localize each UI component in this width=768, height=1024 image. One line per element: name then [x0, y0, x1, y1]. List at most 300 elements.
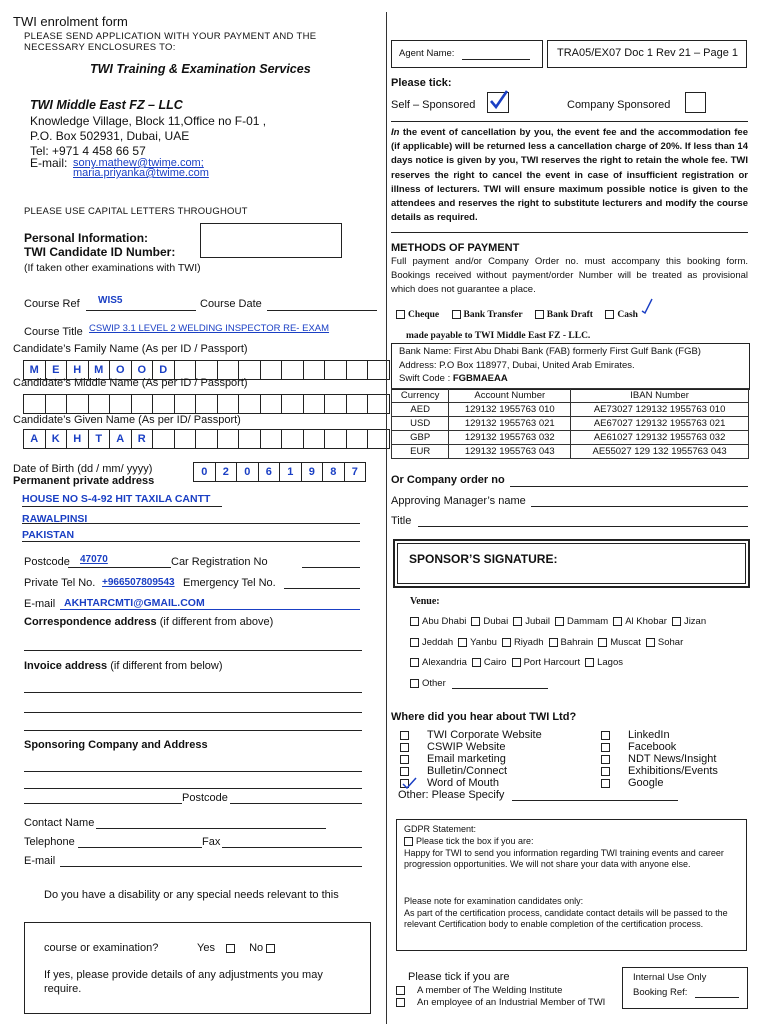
company-order-label: Or Company order no: [391, 474, 505, 486]
family-name-cell[interactable]: D: [152, 360, 175, 380]
swift-label: Swift Code :: [399, 373, 451, 384]
venue-label: Yanbu: [470, 637, 497, 648]
middle-name-cell[interactable]: [174, 394, 197, 414]
fax-label: Fax: [202, 836, 221, 848]
hear-checkbox[interactable]: [601, 743, 610, 752]
hear-option[interactable]: [400, 741, 542, 753]
member2-label: An employee of an Industrial Member of TWI: [417, 997, 606, 1008]
postcode-label: Postcode: [24, 556, 70, 568]
hear-checkbox[interactable]: [400, 767, 409, 776]
address-value-2[interactable]: RAWALPINSI: [22, 513, 88, 525]
hear-checkbox[interactable]: [400, 743, 409, 752]
bank-table-row: [392, 431, 749, 445]
private-tel-value[interactable]: +966507809543: [102, 577, 175, 588]
hear-option[interactable]: [601, 753, 718, 765]
doc-ref: TRA05/EX07 Doc 1 Rev 21 – Page 1: [557, 47, 738, 59]
member-option-1[interactable]: [396, 985, 562, 996]
email-label: E-mail:: [30, 156, 68, 170]
bank-table-cell: AE67027 129132 1955763 021: [571, 417, 749, 431]
column-divider: [386, 12, 387, 1024]
hear-label: CSWIP Website: [427, 741, 506, 753]
bank-table-cell: USD: [392, 417, 449, 431]
member1-checkbox[interactable]: [396, 986, 405, 995]
venue-checkbox[interactable]: [410, 617, 419, 626]
checkmark-icon: [487, 89, 509, 111]
bank-table-row: [392, 445, 749, 459]
correspondence-label: Correspondence address: [24, 616, 157, 628]
venue-option[interactable]: [512, 657, 581, 668]
hear-label: Google: [628, 777, 664, 789]
dob-cells[interactable]: [194, 462, 366, 482]
given-name-cell[interactable]: R: [131, 429, 154, 449]
venue-checkbox[interactable]: [672, 617, 681, 626]
bank-table-header-cell: IBAN Number: [571, 389, 749, 403]
hear-checkbox[interactable]: [601, 755, 610, 764]
permanent-address-label: Permanent private address: [13, 475, 155, 487]
hear-label: Bulletin/Connect: [427, 765, 508, 777]
hear-label: NDT News/Insight: [628, 753, 717, 765]
middle-name-cell[interactable]: [152, 394, 175, 414]
course-exam-question: course or examination?: [44, 942, 159, 954]
venue-other-label: Other: [422, 678, 446, 689]
postcode-line: [68, 567, 171, 568]
hear-option[interactable]: [400, 765, 542, 777]
invoice-input-1[interactable]: [24, 692, 362, 693]
swift-value: FGBMAEAA: [452, 373, 508, 384]
disability-question: Do you have a disability or any special needs relevant to this: [44, 889, 339, 901]
venue-option[interactable]: [410, 637, 453, 648]
capitals-note: PLEASE USE CAPITAL LETTERS THROUGHOUT: [24, 206, 248, 217]
bank-draft-checkbox[interactable]: [535, 310, 544, 319]
hear-option[interactable]: [601, 741, 718, 753]
venue-option[interactable]: [513, 616, 550, 627]
invoice-input-2[interactable]: [24, 712, 362, 713]
private-tel-label: Private Tel No.: [24, 577, 96, 589]
address-line-rule-2: [22, 523, 360, 524]
venue-option[interactable]: [613, 616, 667, 627]
middle-name-cell[interactable]: [324, 394, 347, 414]
cheque-label: Cheque: [408, 310, 440, 320]
venue-checkbox[interactable]: [471, 617, 480, 626]
venue-checkbox[interactable]: [613, 617, 622, 626]
internal-use-label: Internal Use Only: [633, 972, 707, 983]
sponsoring-input-3[interactable]: [24, 803, 182, 804]
venue-option[interactable]: [672, 616, 706, 627]
postcode2-input[interactable]: [230, 803, 362, 804]
bank-table-cell: AE73027 129132 1955763 010: [571, 403, 749, 417]
venue-title: Venue:: [410, 596, 440, 607]
venue-label: Dammam: [567, 616, 609, 627]
course-date-input[interactable]: [267, 310, 377, 311]
no-label: No: [249, 942, 264, 954]
venue-checkbox[interactable]: [472, 658, 481, 667]
hear-label: Facebook: [628, 741, 677, 753]
venue-checkbox[interactable]: [598, 638, 607, 647]
hear-label: Email marketing: [427, 753, 506, 765]
self-sponsored-label: Self – Sponsored: [391, 99, 476, 111]
venue-label: Jizan: [683, 616, 707, 627]
venue-other-checkbox[interactable]: [410, 679, 419, 688]
hear-checkbox[interactable]: [601, 731, 610, 740]
hear-title: Where did you hear about TWI Ltd?: [391, 711, 577, 723]
bank-table-header-cell: Currency: [392, 389, 449, 403]
venue-other-input[interactable]: [452, 688, 548, 689]
venue-other[interactable]: [410, 678, 446, 689]
org-title: TWI Training & Examination Services: [90, 62, 311, 76]
hear-option[interactable]: [400, 777, 542, 789]
instruction-line-2: NECESSARY ENCLOSURES TO:: [24, 42, 176, 53]
hear-checkbox[interactable]: [400, 755, 409, 764]
venue-label: Lagos: [597, 657, 623, 668]
venue-checkbox[interactable]: [512, 658, 521, 667]
hear-option[interactable]: [400, 729, 542, 741]
car-reg-label: Car Registration No: [171, 556, 268, 568]
venue-checkbox[interactable]: [549, 638, 558, 647]
car-reg-input[interactable]: [302, 567, 360, 568]
bank-table-row: [392, 417, 749, 431]
given-name-label: Candidate’s Given Name (As per ID/ Passport): [13, 414, 241, 426]
bank-table: [391, 388, 749, 459]
rule-top: [391, 121, 748, 122]
email-field-label: E-mail: [24, 598, 56, 610]
given-name-cells[interactable]: [24, 429, 390, 449]
bank-table-cell: AED: [392, 403, 449, 417]
given-name-cell[interactable]: [238, 429, 261, 449]
address-line-1: Knowledge Village, Block 11,Office no F-01 ,: [30, 114, 267, 128]
branch-name: TWI Middle East FZ – LLC: [30, 98, 183, 112]
emergency-tel-input[interactable]: [284, 588, 360, 589]
family-name-cell[interactable]: M: [88, 360, 111, 380]
swift-code: [399, 373, 508, 384]
adjust-line-1: If yes, please provide details of any adjustments you may: [44, 969, 323, 981]
candidate-id-note: (If taken other examinations with TWI): [24, 262, 201, 274]
hear-option[interactable]: [400, 753, 542, 765]
member1-label: A member of The Welding Institute: [417, 985, 563, 996]
hear-option[interactable]: [601, 729, 718, 741]
bank-transfer-checkbox[interactable]: [452, 310, 461, 319]
emergency-tel-label: Emergency Tel No.: [183, 577, 276, 589]
member2-checkbox[interactable]: [396, 998, 405, 1007]
middle-name-cell[interactable]: [131, 394, 154, 414]
gdpr-note-title: Please note for examination candidates only:: [404, 896, 584, 906]
company-order-input[interactable]: [510, 486, 748, 487]
course-ref-line: [86, 310, 196, 311]
venue-checkbox[interactable]: [458, 638, 467, 647]
cheque-checkbox[interactable]: [396, 310, 405, 319]
dob-cell[interactable]: 9: [301, 462, 324, 482]
bank-table-cell: AE55027 129 132 1955763 043: [571, 445, 749, 459]
family-name-cell[interactable]: O: [131, 360, 154, 380]
postcode-value[interactable]: 47070: [80, 554, 108, 565]
venue-checkbox[interactable]: [513, 617, 522, 626]
family-name-cell[interactable]: [303, 360, 326, 380]
disability-box: [24, 922, 371, 1014]
middle-name-cell[interactable]: [346, 394, 369, 414]
middle-name-cell[interactable]: [45, 394, 68, 414]
payment-options: [396, 310, 638, 320]
venue-label: Alexandria: [422, 657, 467, 668]
correspondence-input[interactable]: [24, 650, 362, 651]
invoice-row: [24, 660, 223, 672]
venue-option[interactable]: [472, 657, 507, 668]
family-name-label: Candidate’s Family Name (As per ID / Passport): [13, 343, 248, 355]
course-title-label: Course Title: [24, 326, 83, 338]
email-line: [60, 609, 360, 610]
dob-cell[interactable]: 8: [322, 462, 345, 482]
course-ref-label: Course Ref: [24, 298, 80, 310]
middle-name-cell[interactable]: [23, 394, 46, 414]
family-name-cell[interactable]: H: [66, 360, 89, 380]
contact-name-label: Contact Name: [24, 817, 95, 829]
venue-option[interactable]: [410, 616, 466, 627]
cancellation-lead: In: [391, 127, 400, 138]
family-name-cell[interactable]: [346, 360, 369, 380]
family-name-cell[interactable]: E: [45, 360, 68, 380]
middle-name-cell[interactable]: [217, 394, 240, 414]
correspondence-note: (if different from above): [159, 616, 274, 628]
self-sponsored-checkbox[interactable]: [487, 92, 509, 113]
cancellation-text: the event of cancellation by you, the event fee and the accommodation fee (if applicable) will be returned less a cancellation charge of 20%. If less than 14 days notice is given by you, TWI reserves the right to retain the whole fee. TWI reserves the right to cancel the event in case of insufficient registration or illness of lecturers. TWI will ensure maximum possible notice is given to the attendees and reserves the right to substitute lecturers and modify the course details as required.: [391, 127, 748, 224]
hear-checkbox[interactable]: [601, 767, 610, 776]
venue-checkbox[interactable]: [502, 638, 511, 647]
venue-option[interactable]: [555, 616, 608, 627]
bank-table-cell: 129132 1955763 043: [449, 445, 571, 459]
tel: Tel: +971 4 458 66 57: [30, 144, 146, 158]
cash-label: Cash: [617, 310, 638, 320]
venue-label: Sohar: [657, 637, 684, 648]
form-title: TWI enrolment form: [13, 14, 128, 29]
middle-name-cell[interactable]: [195, 394, 218, 414]
bank-table-cell: AE61027 129132 1955763 032: [571, 431, 749, 445]
agent-name-label: Agent Name:: [399, 48, 455, 59]
venue-row-3: [410, 657, 628, 668]
venue-option[interactable]: [549, 637, 594, 648]
hear-other-input[interactable]: [512, 800, 678, 801]
bank-name: Bank Name: First Abu Dhabi Bank (FAB) formerly First Gulf Bank (FGB): [399, 346, 701, 357]
address-value-3[interactable]: PAKISTAN: [22, 529, 75, 541]
venue-option[interactable]: [585, 657, 623, 668]
instruction-line-1: PLEASE SEND APPLICATION WITH YOUR PAYMENT AND THE: [24, 31, 317, 42]
venue-option[interactable]: [598, 637, 641, 648]
booking-ref-input[interactable]: [695, 997, 739, 998]
venue-checkbox[interactable]: [410, 658, 419, 667]
given-name-cell[interactable]: A: [109, 429, 132, 449]
dob-label: Date of Birth (dd / mm/ yyyy): [13, 463, 153, 475]
gdpr-text-2: As part of the certification process, candidate contact details will be passed to the relevant Certification body to enable completion of the certification process.: [404, 908, 728, 929]
hear-label: LinkedIn: [628, 729, 670, 741]
yes-label: Yes: [197, 942, 215, 954]
agent-name-line: [462, 59, 530, 60]
given-name-cell[interactable]: [346, 429, 369, 449]
telephone-label: Telephone: [24, 836, 75, 848]
bank-table-row: [392, 403, 749, 417]
no-checkbox[interactable]: [266, 944, 275, 953]
word-of-mouth-tick-icon: [402, 777, 418, 789]
dob-cell[interactable]: 6: [258, 462, 281, 482]
bank-table-header: [392, 389, 749, 403]
yes-option[interactable]: [197, 942, 278, 954]
candidate-id-label: TWI Candidate ID Number:: [24, 245, 176, 259]
candidate-id-input[interactable]: [200, 223, 342, 258]
option-bank-transfer[interactable]: [452, 310, 523, 320]
given-name-cell[interactable]: [217, 429, 240, 449]
correspondence-row: [24, 616, 273, 628]
cash-checkbox[interactable]: [605, 310, 614, 319]
internal-use-box: [622, 967, 748, 1009]
sponsor-signature-label: SPONSOR’S SIGNATURE:: [409, 552, 558, 566]
given-name-cell[interactable]: [174, 429, 197, 449]
telephone-input[interactable]: [78, 847, 202, 848]
venue-option[interactable]: [502, 637, 544, 648]
methods-title: METHODS OF PAYMENT: [391, 242, 520, 254]
bank-address: Address: P.O Box 118977, Dubai, United Arab Emirates.: [399, 360, 635, 371]
middle-name-cells[interactable]: [24, 394, 390, 414]
venue-label: Dubai: [483, 616, 509, 627]
bank-details-box: [391, 343, 750, 390]
please-tick-label: Please tick:: [391, 77, 452, 89]
middle-name-cell[interactable]: [281, 394, 304, 414]
dob-cell[interactable]: 0: [236, 462, 259, 482]
address-line-2: P.O. Box 502931, Dubai, UAE: [30, 129, 190, 143]
agent-name-box[interactable]: [391, 40, 543, 68]
hear-right-list: [601, 729, 718, 789]
bank-table-cell: EUR: [392, 445, 449, 459]
address-value-1[interactable]: HOUSE NO S-4-92 HIT TAXILA CANTT: [22, 493, 211, 505]
doc-ref-box: [547, 40, 747, 68]
given-name-cell[interactable]: [195, 429, 218, 449]
cash-tick-icon: [640, 298, 654, 314]
hear-checkbox[interactable]: [601, 779, 610, 788]
address-line-rule-3: [22, 541, 360, 542]
gdpr-tick-label: Please tick the box if you are:: [416, 836, 534, 846]
member-option-2[interactable]: [396, 997, 605, 1008]
company-sponsored-label: Company Sponsored: [567, 99, 671, 111]
bank-table-cell: 129132 1955763 021: [449, 417, 571, 431]
gdpr-box: [396, 819, 747, 951]
contact-name-input[interactable]: [96, 828, 326, 829]
middle-name-cell[interactable]: [260, 394, 283, 414]
yes-checkbox[interactable]: [226, 944, 235, 953]
sponsoring-input-1[interactable]: [24, 771, 362, 772]
given-name-cell[interactable]: [324, 429, 347, 449]
rule-mid: [391, 232, 748, 233]
given-name-cell[interactable]: [281, 429, 304, 449]
option-cheque[interactable]: [396, 310, 439, 320]
invoice-input-3[interactable]: [24, 730, 362, 731]
course-ref-value[interactable]: WIS5: [98, 295, 123, 306]
given-name-cell[interactable]: K: [45, 429, 68, 449]
venue-checkbox[interactable]: [555, 617, 564, 626]
approving-manager-input[interactable]: [531, 506, 748, 507]
dob-cell[interactable]: 7: [344, 462, 367, 482]
middle-name-cell[interactable]: [303, 394, 326, 414]
dob-cell[interactable]: 0: [193, 462, 216, 482]
given-name-cell[interactable]: A: [23, 429, 46, 449]
given-name-cell[interactable]: H: [66, 429, 89, 449]
option-bank-draft[interactable]: [535, 310, 593, 320]
invoice-label: Invoice address: [24, 660, 108, 672]
venue-label: Port Harcourt: [523, 657, 581, 668]
venue-checkbox[interactable]: [410, 638, 419, 647]
tick-if-you-are: Please tick if you are: [408, 971, 510, 983]
given-name-cell[interactable]: [260, 429, 283, 449]
hear-option[interactable]: [601, 777, 718, 789]
family-name-cell[interactable]: M: [23, 360, 46, 380]
venue-option[interactable]: [458, 637, 497, 648]
middle-name-cell[interactable]: [66, 394, 89, 414]
gdpr-tick-row[interactable]: [404, 836, 534, 846]
bank-table-cell: GBP: [392, 431, 449, 445]
hear-other-label: Other: Please Specify: [398, 789, 505, 801]
option-cash[interactable]: [605, 310, 638, 320]
gdpr-checkbox[interactable]: [404, 837, 413, 846]
email-value[interactable]: AKHTARCMTI@GMAIL.COM: [64, 597, 205, 609]
venue-label: Jubail: [525, 616, 551, 627]
address-line-rule-1: [22, 506, 222, 507]
venue-option[interactable]: [410, 657, 467, 668]
family-name-cell[interactable]: [281, 360, 304, 380]
venue-checkbox[interactable]: [585, 658, 594, 667]
venue-option[interactable]: [646, 637, 683, 648]
family-name-cell[interactable]: [324, 360, 347, 380]
given-name-cell[interactable]: [303, 429, 326, 449]
venue-label: Jeddah: [422, 637, 454, 648]
dob-cell[interactable]: 1: [279, 462, 302, 482]
sponsor-signature-box[interactable]: [393, 539, 750, 588]
family-name-cell[interactable]: O: [109, 360, 132, 380]
hear-checkbox[interactable]: [400, 731, 409, 740]
middle-name-cell[interactable]: [109, 394, 132, 414]
sponsoring-label: Sponsoring Company and Address: [24, 739, 208, 751]
gdpr-text-1: Happy for TWI to send you information regarding TWI training events and career progression opportunities. We will not share your data with anyone else.: [404, 848, 724, 869]
bank-table-cell: 129132 1955763 010: [449, 403, 571, 417]
email-link-2[interactable]: maria.priyanka@twime.com: [73, 167, 209, 179]
hear-left-list: [400, 729, 542, 789]
venue-option[interactable]: [471, 616, 508, 627]
bank-transfer-label: Bank Transfer: [463, 310, 523, 320]
gdpr-title: GDPR Statement:: [404, 824, 477, 834]
middle-name-label: Candidate’s Middle Name (As per ID / Passport): [13, 377, 248, 389]
course-title-value[interactable]: CSWIP 3.1 LEVEL 2 WELDING INSPECTOR RE- EXAM: [89, 323, 330, 334]
approving-manager-label: Approving Manager’s name: [391, 495, 526, 507]
middle-name-cell[interactable]: [238, 394, 261, 414]
fax-input[interactable]: [222, 847, 362, 848]
venue-label: Al Khobar: [625, 616, 667, 627]
venue-checkbox[interactable]: [646, 638, 655, 647]
middle-name-cell[interactable]: [88, 394, 111, 414]
venue-label: Cairo: [483, 657, 507, 668]
venue-label: Abu Dhabi: [422, 616, 467, 627]
email-link-1[interactable]: sony.mathew@twime.com;: [73, 157, 204, 169]
course-date-label: Course Date: [200, 298, 262, 310]
family-name-cell[interactable]: [260, 360, 283, 380]
given-name-cell[interactable]: T: [88, 429, 111, 449]
bank-table-header-cell: Account Number: [449, 389, 571, 403]
sponsoring-input-2[interactable]: [24, 788, 362, 789]
hear-option[interactable]: [601, 765, 718, 777]
bank-table-cell: 129132 1955763 032: [449, 431, 571, 445]
given-name-cell[interactable]: [152, 429, 175, 449]
adjust-line-2: require.: [44, 983, 82, 995]
booking-ref-label: Booking Ref:: [633, 987, 688, 998]
title-label: Title: [391, 515, 412, 527]
email2-input[interactable]: [60, 866, 362, 867]
personal-info-heading: Personal Information:: [24, 231, 149, 245]
title-input[interactable]: [418, 526, 748, 527]
payable-to: made payable to TWI Middle East FZ - LLC.: [406, 331, 591, 341]
company-sponsored-checkbox[interactable]: [685, 92, 706, 113]
dob-cell[interactable]: 2: [215, 462, 238, 482]
